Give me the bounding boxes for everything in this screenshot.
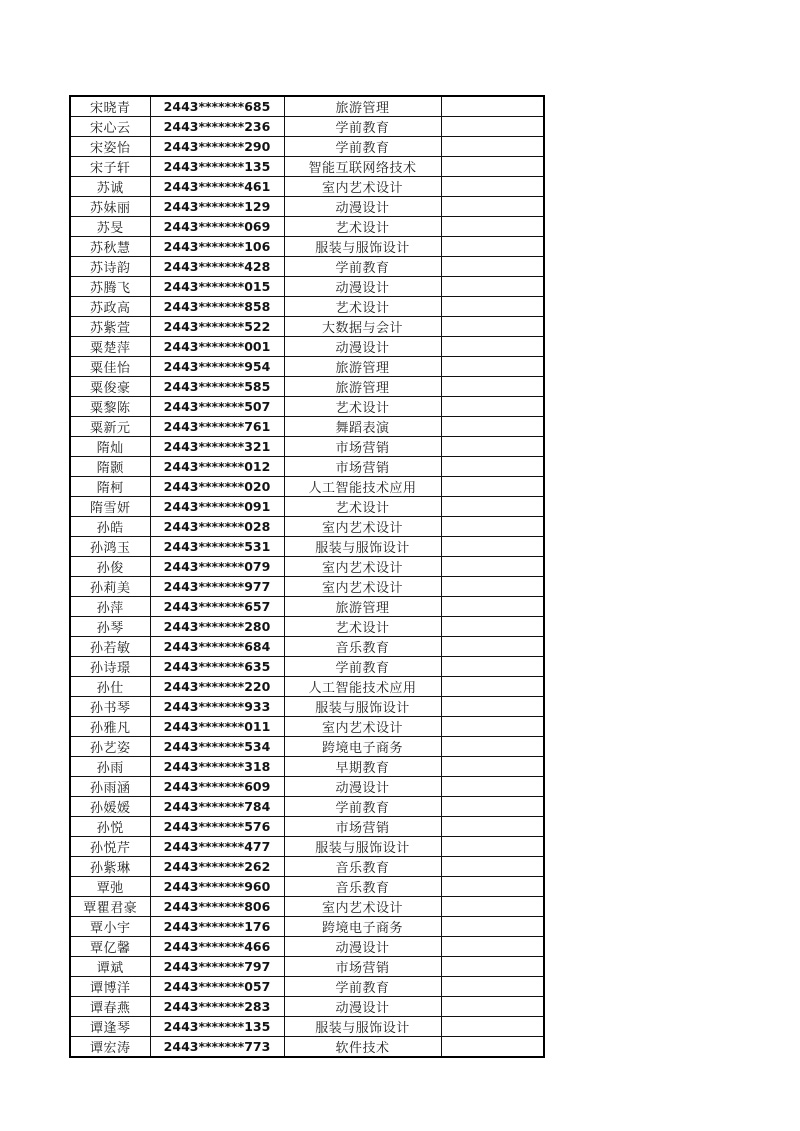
cell-blank — [441, 377, 544, 397]
cell-name: 孙皓 — [70, 517, 150, 537]
cell-major: 室内艺术设计 — [284, 577, 441, 597]
cell-id: 2443*******321 — [150, 437, 284, 457]
cell-id: 2443*******609 — [150, 777, 284, 797]
cell-id: 2443*******106 — [150, 237, 284, 257]
cell-id: 2443*******761 — [150, 417, 284, 437]
table-row — [70, 757, 544, 777]
cell-blank — [441, 237, 544, 257]
table-row — [70, 677, 544, 697]
cell-id: 2443*******461 — [150, 177, 284, 197]
cell-blank — [441, 597, 544, 617]
cell-id: 2443*******531 — [150, 537, 284, 557]
cell-major: 动漫设计 — [284, 997, 441, 1017]
cell-blank — [441, 537, 544, 557]
cell-major: 舞蹈表演 — [284, 417, 441, 437]
cell-major: 服装与服饰设计 — [284, 237, 441, 257]
cell-id: 2443*******236 — [150, 117, 284, 137]
cell-id: 2443*******534 — [150, 737, 284, 757]
cell-id: 2443*******028 — [150, 517, 284, 537]
cell-name: 孙媛媛 — [70, 797, 150, 817]
table-row — [70, 457, 544, 477]
cell-major: 学前教育 — [284, 257, 441, 277]
cell-id: 2443*******091 — [150, 497, 284, 517]
cell-id: 2443*******280 — [150, 617, 284, 637]
cell-name: 宋子轩 — [70, 157, 150, 177]
cell-id: 2443*******784 — [150, 797, 284, 817]
cell-blank — [441, 297, 544, 317]
cell-major: 学前教育 — [284, 657, 441, 677]
cell-id: 2443*******773 — [150, 1037, 284, 1058]
cell-major: 音乐教育 — [284, 857, 441, 877]
cell-id: 2443*******960 — [150, 877, 284, 897]
cell-id: 2443*******069 — [150, 217, 284, 237]
table-row — [70, 317, 544, 337]
cell-blank — [441, 637, 544, 657]
cell-blank — [441, 177, 544, 197]
cell-major: 学前教育 — [284, 977, 441, 997]
cell-name: 苏秋慧 — [70, 237, 150, 257]
cell-blank — [441, 617, 544, 637]
cell-name: 孙莉美 — [70, 577, 150, 597]
cell-name: 苏诗韵 — [70, 257, 150, 277]
cell-blank — [441, 717, 544, 737]
cell-major: 服装与服饰设计 — [284, 837, 441, 857]
cell-blank — [441, 837, 544, 857]
cell-blank — [441, 577, 544, 597]
cell-id: 2443*******685 — [150, 96, 284, 117]
cell-name: 宋晓青 — [70, 96, 150, 117]
cell-id: 2443*******507 — [150, 397, 284, 417]
table-row — [70, 797, 544, 817]
cell-name: 隋灿 — [70, 437, 150, 457]
table-row — [70, 997, 544, 1017]
cell-name: 孙雨涵 — [70, 777, 150, 797]
cell-name: 孙书琴 — [70, 697, 150, 717]
table-row — [70, 577, 544, 597]
cell-major: 动漫设计 — [284, 197, 441, 217]
table-row — [70, 417, 544, 437]
cell-id: 2443*******635 — [150, 657, 284, 677]
cell-id: 2443*******262 — [150, 857, 284, 877]
cell-blank — [441, 757, 544, 777]
cell-id: 2443*******477 — [150, 837, 284, 857]
cell-id: 2443*******011 — [150, 717, 284, 737]
cell-name: 粟佳怡 — [70, 357, 150, 377]
cell-blank — [441, 217, 544, 237]
cell-major: 艺术设计 — [284, 397, 441, 417]
cell-major: 艺术设计 — [284, 497, 441, 517]
cell-major: 市场营销 — [284, 457, 441, 477]
table-row — [70, 537, 544, 557]
cell-major: 服装与服饰设计 — [284, 697, 441, 717]
cell-id: 2443*******657 — [150, 597, 284, 617]
table-row — [70, 737, 544, 757]
cell-blank — [441, 257, 544, 277]
cell-blank — [441, 397, 544, 417]
table-row — [70, 957, 544, 977]
cell-blank — [441, 417, 544, 437]
cell-blank — [441, 777, 544, 797]
cell-blank — [441, 197, 544, 217]
cell-blank — [441, 1017, 544, 1037]
cell-name: 孙艺姿 — [70, 737, 150, 757]
table-row — [70, 497, 544, 517]
cell-blank — [441, 457, 544, 477]
table-row — [70, 657, 544, 677]
cell-major: 服装与服饰设计 — [284, 1017, 441, 1037]
cell-blank — [441, 357, 544, 377]
table-row — [70, 217, 544, 237]
cell-major: 旅游管理 — [284, 357, 441, 377]
cell-name: 孙紫琳 — [70, 857, 150, 877]
cell-name: 孙仕 — [70, 677, 150, 697]
cell-id: 2443*******176 — [150, 917, 284, 937]
cell-blank — [441, 797, 544, 817]
cell-id: 2443*******858 — [150, 297, 284, 317]
cell-major: 市场营销 — [284, 817, 441, 837]
table-row — [70, 777, 544, 797]
cell-blank — [441, 157, 544, 177]
cell-blank — [441, 437, 544, 457]
cell-blank — [441, 277, 544, 297]
cell-major: 音乐教育 — [284, 637, 441, 657]
cell-blank — [441, 117, 544, 137]
cell-blank — [441, 657, 544, 677]
cell-id: 2443*******797 — [150, 957, 284, 977]
cell-major: 动漫设计 — [284, 337, 441, 357]
table-row — [70, 237, 544, 257]
table-row — [70, 297, 544, 317]
cell-blank — [441, 337, 544, 357]
cell-name: 孙悦芹 — [70, 837, 150, 857]
cell-name: 苏紫萱 — [70, 317, 150, 337]
table-row — [70, 96, 544, 117]
cell-blank — [441, 497, 544, 517]
cell-blank — [441, 977, 544, 997]
cell-id: 2443*******576 — [150, 817, 284, 837]
table-row — [70, 1037, 544, 1058]
cell-name: 粟新元 — [70, 417, 150, 437]
cell-name: 谭春燕 — [70, 997, 150, 1017]
cell-major: 智能互联网络技术 — [284, 157, 441, 177]
cell-id: 2443*******428 — [150, 257, 284, 277]
cell-blank — [441, 957, 544, 977]
cell-major: 室内艺术设计 — [284, 557, 441, 577]
table-row — [70, 917, 544, 937]
cell-name: 苏旻 — [70, 217, 150, 237]
table-row — [70, 277, 544, 297]
table-row — [70, 137, 544, 157]
cell-major: 人工智能技术应用 — [284, 477, 441, 497]
cell-major: 市场营销 — [284, 957, 441, 977]
cell-blank — [441, 477, 544, 497]
table-row — [70, 837, 544, 857]
cell-blank — [441, 317, 544, 337]
cell-id: 2443*******220 — [150, 677, 284, 697]
cell-major: 音乐教育 — [284, 877, 441, 897]
cell-id: 2443*******684 — [150, 637, 284, 657]
cell-id: 2443*******015 — [150, 277, 284, 297]
cell-major: 室内艺术设计 — [284, 897, 441, 917]
cell-name: 覃小宇 — [70, 917, 150, 937]
cell-id: 2443*******135 — [150, 157, 284, 177]
table-row — [70, 357, 544, 377]
cell-name: 孙诗璟 — [70, 657, 150, 677]
cell-blank — [441, 897, 544, 917]
table-row — [70, 517, 544, 537]
cell-id: 2443*******135 — [150, 1017, 284, 1037]
table-row — [70, 177, 544, 197]
table-row — [70, 557, 544, 577]
table-row — [70, 257, 544, 277]
table-row — [70, 617, 544, 637]
cell-name: 孙雨 — [70, 757, 150, 777]
cell-major: 艺术设计 — [284, 217, 441, 237]
cell-id: 2443*******318 — [150, 757, 284, 777]
table-row — [70, 637, 544, 657]
cell-name: 宋姿怡 — [70, 137, 150, 157]
cell-major: 旅游管理 — [284, 96, 441, 117]
cell-name: 粟楚萍 — [70, 337, 150, 357]
table-row — [70, 157, 544, 177]
cell-name: 宋心云 — [70, 117, 150, 137]
table-row — [70, 857, 544, 877]
cell-name: 谭博洋 — [70, 977, 150, 997]
cell-name: 隋柯 — [70, 477, 150, 497]
cell-major: 室内艺术设计 — [284, 517, 441, 537]
table-row — [70, 897, 544, 917]
cell-blank — [441, 96, 544, 117]
cell-name: 谭宏涛 — [70, 1037, 150, 1058]
cell-blank — [441, 997, 544, 1017]
table-row — [70, 437, 544, 457]
table-row — [70, 337, 544, 357]
cell-id: 2443*******933 — [150, 697, 284, 717]
table-row — [70, 817, 544, 837]
cell-major: 服装与服饰设计 — [284, 537, 441, 557]
cell-name: 隋颢 — [70, 457, 150, 477]
cell-blank — [441, 557, 544, 577]
table-row — [70, 977, 544, 997]
cell-blank — [441, 1037, 544, 1058]
cell-name: 孙萍 — [70, 597, 150, 617]
cell-major: 市场营销 — [284, 437, 441, 457]
cell-name: 孙若敏 — [70, 637, 150, 657]
cell-blank — [441, 877, 544, 897]
cell-name: 覃瞿君豪 — [70, 897, 150, 917]
cell-major: 早期教育 — [284, 757, 441, 777]
table-row — [70, 937, 544, 957]
cell-id: 2443*******290 — [150, 137, 284, 157]
cell-name: 苏诚 — [70, 177, 150, 197]
cell-name: 隋雪妍 — [70, 497, 150, 517]
cell-blank — [441, 937, 544, 957]
table-row — [70, 197, 544, 217]
cell-major: 人工智能技术应用 — [284, 677, 441, 697]
cell-id: 2443*******079 — [150, 557, 284, 577]
student-table-body — [70, 96, 544, 1057]
cell-major: 动漫设计 — [284, 277, 441, 297]
table-row — [70, 717, 544, 737]
cell-major: 室内艺术设计 — [284, 177, 441, 197]
cell-blank — [441, 677, 544, 697]
table-row — [70, 477, 544, 497]
cell-major: 跨境电子商务 — [284, 917, 441, 937]
cell-name: 谭逢琴 — [70, 1017, 150, 1037]
cell-major: 动漫设计 — [284, 777, 441, 797]
cell-blank — [441, 737, 544, 757]
cell-id: 2443*******977 — [150, 577, 284, 597]
cell-major: 艺术设计 — [284, 297, 441, 317]
cell-blank — [441, 917, 544, 937]
cell-name: 覃亿馨 — [70, 937, 150, 957]
cell-major: 学前教育 — [284, 117, 441, 137]
cell-major: 学前教育 — [284, 797, 441, 817]
cell-name: 苏妹丽 — [70, 197, 150, 217]
cell-name: 粟黎陈 — [70, 397, 150, 417]
cell-id: 2443*******057 — [150, 977, 284, 997]
cell-id: 2443*******129 — [150, 197, 284, 217]
cell-name: 谭斌 — [70, 957, 150, 977]
table-row — [70, 377, 544, 397]
cell-major: 旅游管理 — [284, 597, 441, 617]
cell-id: 2443*******585 — [150, 377, 284, 397]
cell-blank — [441, 137, 544, 157]
table-row — [70, 697, 544, 717]
cell-blank — [441, 817, 544, 837]
cell-blank — [441, 697, 544, 717]
cell-major: 跨境电子商务 — [284, 737, 441, 757]
cell-major: 软件技术 — [284, 1037, 441, 1058]
table-row — [70, 117, 544, 137]
cell-major: 学前教育 — [284, 137, 441, 157]
cell-major: 旅游管理 — [284, 377, 441, 397]
student-table — [69, 95, 545, 1058]
table-row — [70, 1017, 544, 1037]
cell-major: 大数据与会计 — [284, 317, 441, 337]
cell-id: 2443*******283 — [150, 997, 284, 1017]
table-row — [70, 397, 544, 417]
cell-id: 2443*******020 — [150, 477, 284, 497]
cell-name: 孙琴 — [70, 617, 150, 637]
table-row — [70, 597, 544, 617]
cell-id: 2443*******001 — [150, 337, 284, 357]
cell-major: 室内艺术设计 — [284, 717, 441, 737]
cell-major: 动漫设计 — [284, 937, 441, 957]
cell-name: 粟俊豪 — [70, 377, 150, 397]
cell-name: 孙悦 — [70, 817, 150, 837]
cell-name: 苏腾飞 — [70, 277, 150, 297]
cell-major: 艺术设计 — [284, 617, 441, 637]
table-row — [70, 877, 544, 897]
cell-name: 孙鸿玉 — [70, 537, 150, 557]
cell-blank — [441, 857, 544, 877]
cell-id: 2443*******954 — [150, 357, 284, 377]
cell-id: 2443*******806 — [150, 897, 284, 917]
cell-id: 2443*******012 — [150, 457, 284, 477]
cell-name: 苏政高 — [70, 297, 150, 317]
cell-name: 孙雅凡 — [70, 717, 150, 737]
cell-name: 覃弛 — [70, 877, 150, 897]
cell-id: 2443*******522 — [150, 317, 284, 337]
cell-blank — [441, 517, 544, 537]
cell-name: 孙俊 — [70, 557, 150, 577]
cell-id: 2443*******466 — [150, 937, 284, 957]
